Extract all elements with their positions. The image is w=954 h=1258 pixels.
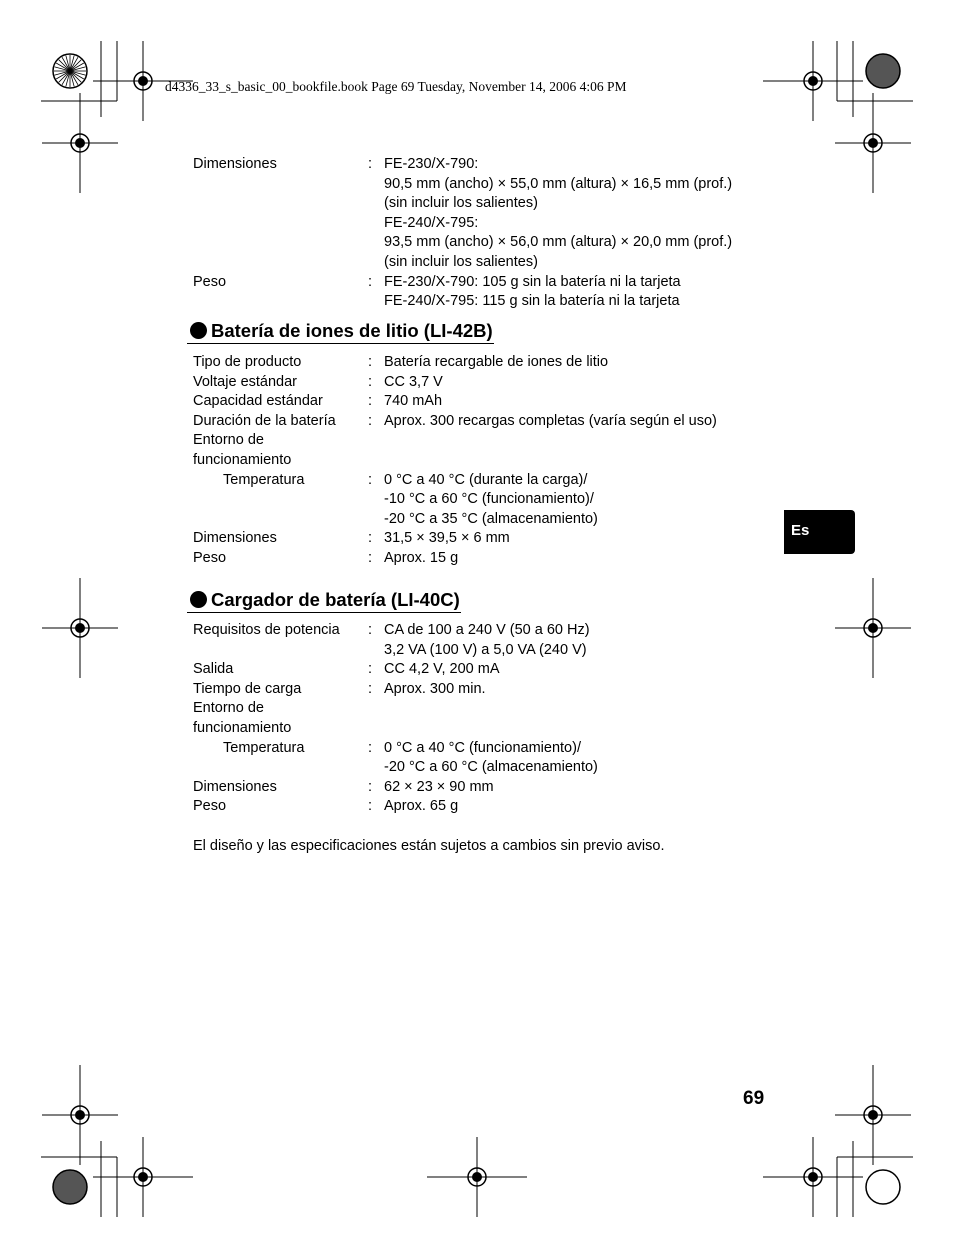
spec-row [193,739,793,759]
disclaimer-note: El diseño y las especificaciones están sujetos a cambios sin previo aviso. [193,838,665,854]
spec-label: Entorno de [193,700,264,717]
spec-label: Duración de la batería [193,412,336,429]
spec-value: -10 °C a 60 °C (funcionamiento)/ [384,491,594,508]
spec-row [193,699,793,719]
spec-row [193,431,793,451]
spec-value: FE-230/X-790: [384,156,479,172]
spec-row [193,471,793,491]
battery-title-text: Batería de iones de litio (LI-42B) [211,320,493,341]
spec-colon: : [368,798,373,815]
battery-section-title [187,319,494,344]
spec-value: (sin incluir los salientes) [384,195,538,212]
charger-section-title [187,588,461,613]
spec-colon: : [368,393,373,410]
spec-value: 0 °C a 40 °C (funcionamiento)/ [384,739,581,756]
bullet-icon [190,591,207,608]
spec-row [193,292,793,312]
spec-colon: : [368,156,373,172]
spec-label: Dimensiones [193,156,277,172]
spec-label: Tipo de producto [193,354,302,370]
spec-value: CC 3,7 V [384,373,443,390]
spec-row [193,719,793,739]
spec-label: Peso [193,798,227,815]
spec-colon: : [368,273,373,290]
spec-colon: : [368,739,373,756]
spec-label: Salida [193,661,234,678]
spec-label: Temperatura [223,471,305,488]
spec-row [193,621,793,641]
spec-row [193,758,793,778]
file-header-line: d4336_33_s_basic_00_bookfile.book Page 69 Tuesday, November 14, 2006 4:06 PM [165,79,627,94]
spec-row [193,451,793,471]
spec-row [193,373,793,393]
spec-value: FE-240/X-795: [384,214,479,231]
spec-label: Dimensiones [193,778,277,795]
spec-row [193,412,793,432]
spec-label: Capacidad estándar [193,393,323,410]
spec-colon: : [368,354,373,370]
spec-row [193,778,793,798]
battery-specs-table [193,353,793,569]
spec-label: Tiempo de carga [193,680,302,697]
spec-value: 3,2 VA (100 V) a 5,0 VA (240 V) [384,641,587,658]
spec-row [193,641,793,661]
spec-value: CC 4,2 V, 200 mA [384,661,500,678]
spec-colon: : [368,373,373,390]
spec-row [193,353,793,373]
spec-colon: : [368,549,373,566]
spec-value: Aprox. 15 g [384,549,459,566]
spec-label: funcionamiento [193,451,292,468]
spec-colon: : [368,471,373,488]
spec-colon: : [368,680,373,697]
spec-row [193,214,793,234]
spec-value: Aprox. 65 g [384,798,459,815]
spec-label: Temperatura [223,739,305,756]
spec-value: 62 × 23 × 90 mm [384,778,494,795]
spec-row [193,490,793,510]
spec-value: Aprox. 300 recargas completas (varía según el uso) [384,412,717,429]
spec-value: 740 mAh [384,393,443,410]
spec-value: 93,5 mm (ancho) × 56,0 mm (altura) × 20,0 mm (prof.) [384,234,733,251]
spec-value: FE-230/X-790: 105 g sin la batería ni la tarjeta [384,273,681,290]
spec-value: -20 °C a 60 °C (almacenamiento) [384,759,598,776]
spec-row [193,510,793,530]
spec-row [193,155,793,175]
spec-row [193,233,793,253]
spec-row [193,660,793,680]
language-tab [784,510,855,554]
spec-colon: : [368,530,373,547]
spec-value: Aprox. 300 min. [384,680,486,697]
spec-colon: : [368,661,373,678]
spec-row [193,529,793,549]
spec-row [193,253,793,273]
spec-colon: : [368,778,373,795]
spec-label: Entorno de [193,432,264,449]
spec-value: 31,5 × 39,5 × 6 mm [384,530,510,547]
spec-value: 0 °C a 40 °C (durante la carga)/ [384,471,588,488]
spec-value: Batería recargable de iones de litio [384,354,609,370]
spec-value: FE-240/X-795: 115 g sin la batería ni la tarjeta [384,293,680,310]
spec-row [193,273,793,293]
spec-row [193,194,793,214]
spec-value: -20 °C a 35 °C (almacenamiento) [384,510,598,527]
spec-row [193,392,793,412]
language-tab-label: Es [791,522,810,539]
bullet-icon [190,322,207,339]
spec-value: (sin incluir los salientes) [384,253,538,270]
spec-value: 90,5 mm (ancho) × 55,0 mm (altura) × 16,5 mm (prof.) [384,175,733,192]
spec-label: Voltaje estándar [193,373,297,390]
charger-title-text: Cargador de batería (LI-40C) [211,589,460,610]
spec-colon: : [368,622,373,638]
spec-colon: : [368,412,373,429]
spec-row [193,797,793,817]
charger-specs-table [193,621,793,817]
spec-label: Peso [193,549,227,566]
spec-label: Requisitos de potencia [193,622,340,638]
spec-row [193,680,793,700]
camera-specs-table [193,155,793,312]
spec-row [193,175,793,195]
page-number: 69 [743,1088,765,1109]
spec-label: funcionamiento [193,719,292,736]
spec-row [193,549,793,569]
spec-label: Peso [193,273,227,290]
spec-value: CA de 100 a 240 V (50 a 60 Hz) [384,622,590,638]
spec-label: Dimensiones [193,530,277,547]
